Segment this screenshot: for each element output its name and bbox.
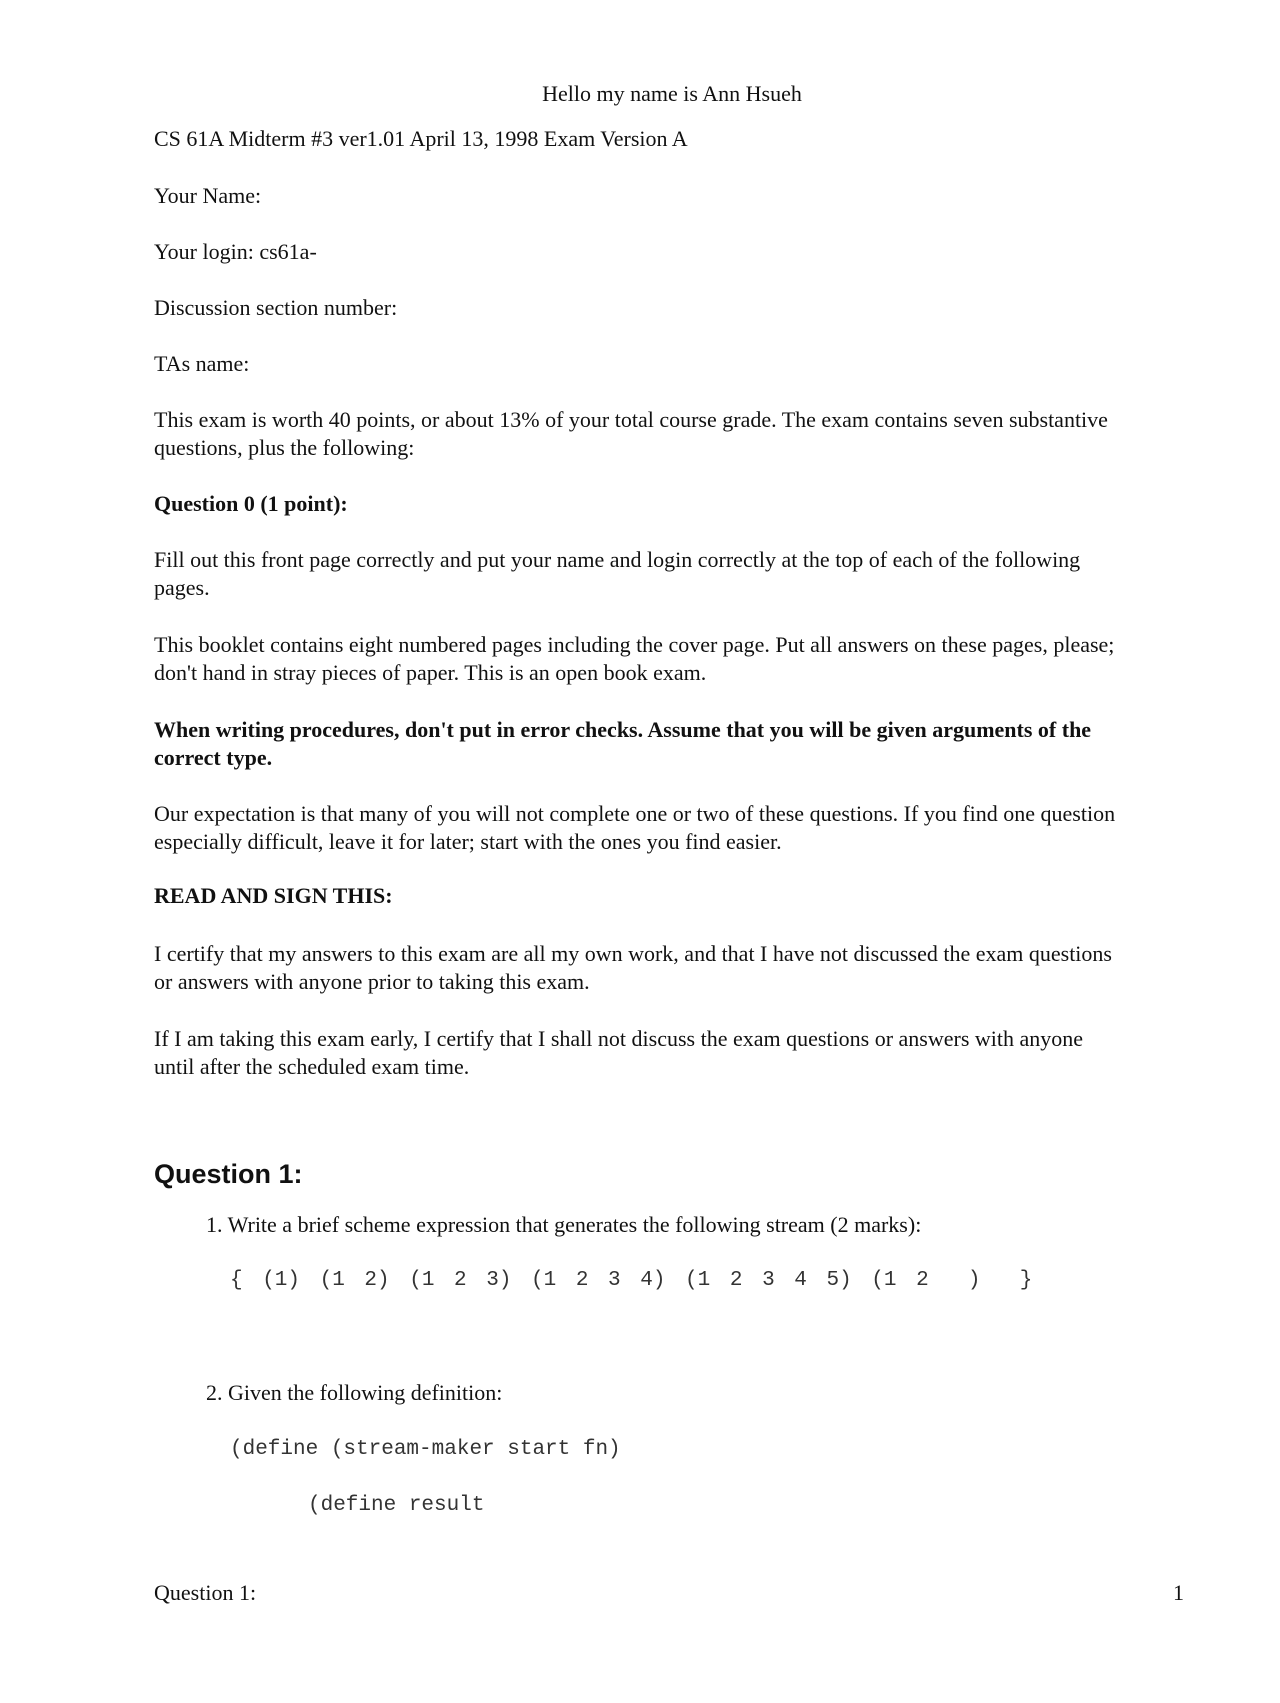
procedures-line: correct type. xyxy=(154,745,273,770)
greeting-header: Hello my name is Ann Hsueh xyxy=(542,81,802,106)
stream-example: { (1) (1 2) (1 2 3) (1 2 3 4) (1 2 3 4 5) (1 2 ) } xyxy=(230,1269,1033,1292)
certify-line: I certify that my answers to this exam are all my own work, and that I have not discussed the exam questions xyxy=(154,941,1112,966)
expectation-line: especially difficult, leave it for later; start with the ones you find easier. xyxy=(154,829,782,854)
code-line: (define (stream-maker start fn) xyxy=(230,1438,621,1461)
login-field-label: Your login: cs61a- xyxy=(154,239,317,264)
certify-paragraph xyxy=(154,940,1184,996)
question-1-part-1: 1. Write a brief scheme expression that generates the following stream (2 marks): xyxy=(206,1212,922,1237)
exam-title: CS 61A Midterm #3 ver1.01 April 13, 1998 Exam Version A xyxy=(154,126,688,151)
procedures-line: When writing procedures, don't put in error checks. Assume that you will be given arguments of the xyxy=(154,717,1092,742)
certify-line: or answers with anyone prior to taking this exam. xyxy=(154,969,590,994)
early-line: If I am taking this exam early, I certify that I shall not discuss the exam questions or answers with anyone xyxy=(154,1026,1084,1051)
booklet-paragraph xyxy=(154,631,1184,687)
code-line: (define result xyxy=(308,1494,485,1517)
worth-line: This exam is worth 40 points, or about 13% of your total course grade. The exam contains seven substantive xyxy=(154,407,1108,432)
q0-line: Fill out this front page correctly and put your name and login correctly at the top of each of the following xyxy=(154,547,1081,572)
footer-section-label: Question 1: xyxy=(154,1580,257,1605)
procedures-notice xyxy=(154,716,1184,772)
question-0-heading: Question 0 (1 point): xyxy=(154,491,348,516)
expectation-paragraph xyxy=(154,800,1184,856)
name-field-label: Your Name: xyxy=(154,183,262,208)
booklet-line: This booklet contains eight numbered pages including the cover page. Put all answers on these pages, please; xyxy=(154,632,1115,657)
question-1-part-2: 2. Given the following definition: xyxy=(206,1380,503,1405)
section-field-label: Discussion section number: xyxy=(154,295,398,320)
worth-line: questions, plus the following: xyxy=(154,435,415,460)
question-1-heading: Question 1: xyxy=(154,1159,303,1189)
ta-field-label: TAs name: xyxy=(154,351,250,376)
booklet-line: don't hand in stray pieces of paper. This is an open book exam. xyxy=(154,660,707,685)
page-number: 1 xyxy=(1173,1580,1184,1605)
read-and-sign-heading: READ AND SIGN THIS: xyxy=(154,883,393,908)
question-0-paragraph xyxy=(154,546,1184,602)
expectation-line: Our expectation is that many of you will not complete one or two of these questions. If you find one question xyxy=(154,801,1116,826)
worth-paragraph xyxy=(154,406,1184,462)
q0-line: pages. xyxy=(154,575,210,600)
early-line: until after the scheduled exam time. xyxy=(154,1054,470,1079)
early-exam-paragraph xyxy=(154,1025,1184,1081)
